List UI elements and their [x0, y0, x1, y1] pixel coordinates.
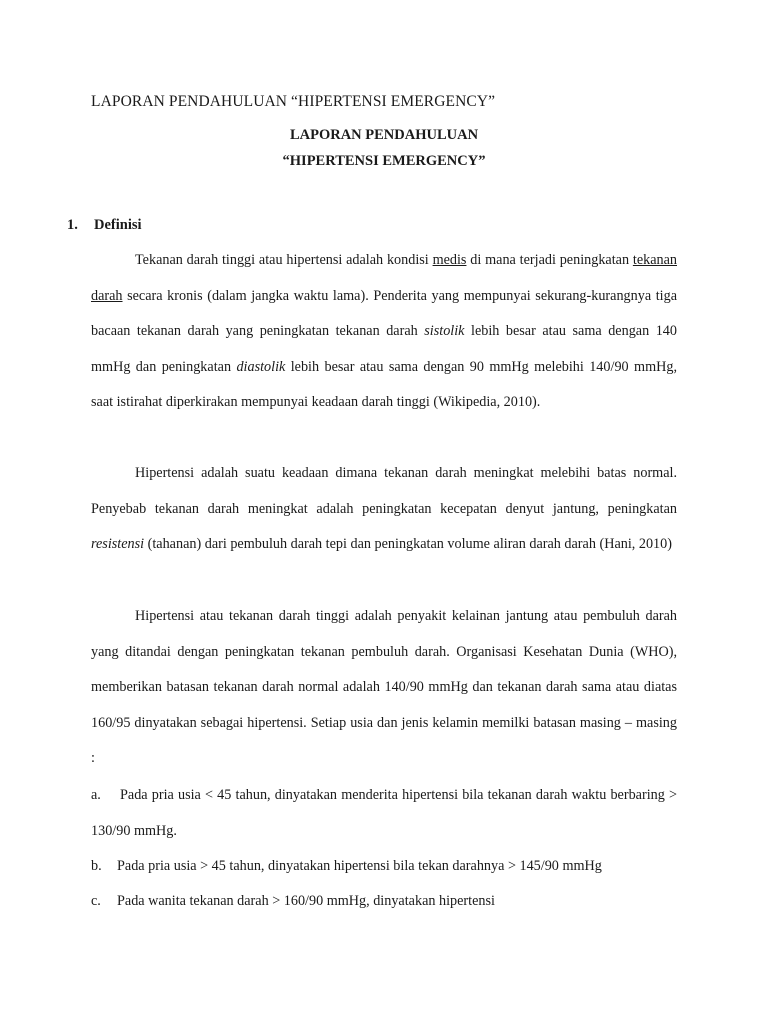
list-text-c: Pada wanita tekanan darah > 160/90 mmHg, dinyatakan hipertensi: [117, 893, 495, 909]
list-marker-c: c.: [91, 893, 101, 909]
list-marker-a: a.: [91, 787, 101, 803]
section-title: Definisi: [94, 217, 142, 233]
link-tekanan-darah[interactable]: tekanan darah: [91, 252, 677, 304]
document-title: LAPORAN PENDAHULUAN “HIPERTENSI EMERGENCY”: [91, 93, 496, 110]
link-medis[interactable]: medis: [432, 252, 467, 268]
italic-sistolik: sistolik: [424, 323, 465, 340]
italic-diastolik: diastolik: [236, 358, 286, 375]
list-text-a: Pada pria usia < 45 tahun, dinyatakan menderita hipertensi bila tekanan darah waktu berbaring > 130/90 mmHg.: [91, 787, 677, 839]
italic-resistensi: resistensi: [91, 536, 145, 553]
section-number: 1.: [67, 217, 78, 233]
paragraph-2-text-1: Hipertensi adalah suatu keadaan dimana tekanan darah meningkat melebihi batas normal. Penyebab tekanan darah meningkat adalah peningkatan kecepatan denyut jantung, peningkatan: [91, 465, 677, 517]
paragraph-1-text-2: di mana terjadi peningkatan: [466, 252, 633, 268]
paragraph-2: [91, 456, 677, 563]
heading-line-1: LAPORAN PENDAHULUAN: [289, 127, 479, 143]
list-text-b: Pada pria usia > 45 tahun, dinyatakan hipertensi bila tekan darahnya > 145/90 mmHg: [117, 858, 602, 874]
paragraph-1-text-1: Tekanan darah tinggi atau hipertensi adalah kondisi: [135, 252, 433, 268]
paragraph-2-text-2: (tahanan) dari pembuluh darah tepi dan peningkatan volume aliran darah darah (Hani, 2010): [144, 536, 672, 553]
section-heading-definisi: [67, 217, 142, 234]
paragraph-1-text-4: lebih besar atau sama dengan 140 mmHg dan peningkatan: [91, 323, 677, 375]
paragraph-3: Hipertensi atau tekanan darah tinggi adalah penyakit kelainan jantung atau pembuluh darah yang ditandai dengan peningkatan tekanan pembuluh darah. Organisasi Kesehatan Dunia (WHO), memberikan batasan tekanan darah normal adalah 140/90 mmHg dan tekanan darah sama atau diatas 160/95 dinyatakan sebagai hipertensi. Setiap usia dan jenis kelamin memilki batasan masing – masing :: [91, 608, 677, 767]
paragraph-1-text-5: lebih besar atau sama dengan 90 mmHg melebihi 140/90 mmHg, saat istirahat diperkirakan mempunyai keadaan darah tinggi (Wikipedia, 2010).: [91, 358, 677, 411]
paragraph-1-text-3: secara kronis (dalam jangka waktu lama). Penderita yang mempunyai sekurang-kurangnya tiga bacaan tekanan darah yang peningkatan tekanan darah: [91, 287, 677, 340]
list-item-b: [91, 849, 677, 885]
list-item-c: [91, 884, 677, 920]
heading-line-2: “HIPERTENSI EMERGENCY”: [282, 153, 486, 169]
list-item-a: [91, 778, 677, 849]
list-marker-b: b.: [91, 858, 102, 874]
paragraph-1: [91, 243, 677, 421]
